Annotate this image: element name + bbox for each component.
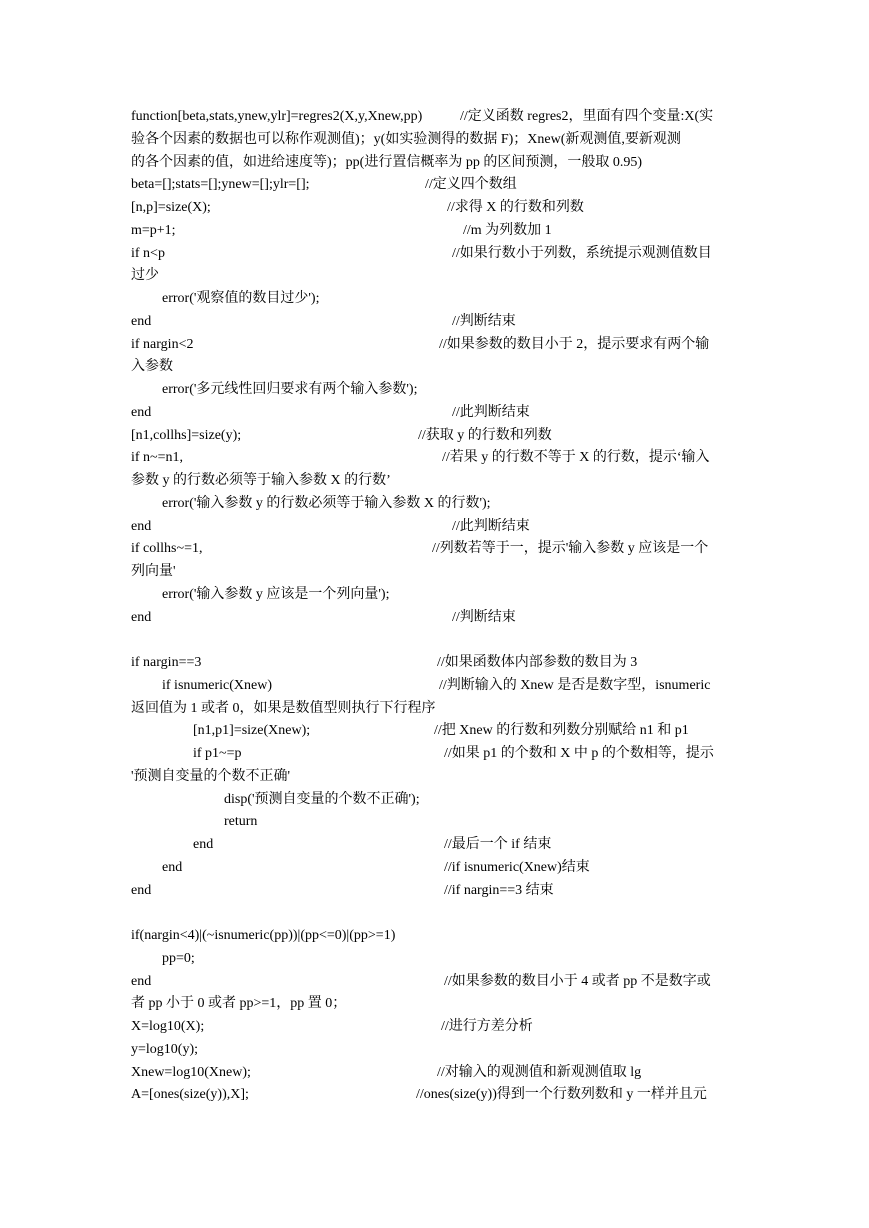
code-line [0, 220, 869, 242]
code-line [0, 538, 869, 560]
code-line [0, 197, 869, 219]
code-text: 的各个因素的值，如进给速度等)；pp(进行置信概率为 pp 的区间预测，一般取 0.95) [131, 154, 642, 170]
code-comment: //判断结束 [452, 609, 516, 625]
code-comment: //如果行数小于列数，系统提示观测值数目 [452, 245, 712, 261]
code-line [0, 243, 869, 265]
code-text: if isnumeric(Xnew) [162, 677, 273, 693]
code-line [0, 174, 869, 196]
code-line [0, 152, 869, 174]
code-text: end [162, 859, 183, 875]
code-comment: //判断输入的 Xnew 是否是数字型，isnumeric [439, 677, 711, 693]
code-comment: //求得 X 的行数和列数 [447, 200, 584, 215]
code-text: 参数 y 的行数必须等于输入参数 X 的行数’ [131, 473, 391, 488]
code-line [0, 334, 869, 356]
code-comment: //如果函数体内部参数的数目为 3 [437, 655, 638, 670]
code-line [0, 902, 869, 924]
code-comment: //判断结束 [452, 313, 516, 329]
code-text: '预测自变量的个数不正确' [131, 768, 291, 784]
code-text: if p1~=p [193, 746, 242, 761]
code-line [0, 834, 869, 856]
code-line [0, 425, 869, 447]
code-text: error('多元线性回归要求有两个输入参数'); [162, 382, 418, 397]
code-text: if collhs~=1, [131, 541, 203, 557]
code-text: m=p+1; [131, 222, 176, 238]
code-text: error('观察值的数目过少'); [162, 291, 320, 306]
code-text: if nargin<2 [131, 336, 194, 352]
code-comment: //此判断结束 [452, 404, 530, 420]
code-line [0, 288, 869, 310]
code-line [0, 265, 869, 287]
code-comment: //m 为列数加 1 [463, 222, 552, 238]
code-text: end [131, 518, 152, 534]
code-text: [n1,p1]=size(Xnew); [193, 723, 311, 739]
code-line [0, 447, 869, 469]
code-comment: //进行方差分析 [441, 1019, 533, 1034]
code-line [0, 516, 869, 538]
code-line [0, 470, 869, 492]
code-text: function[beta,stats,ynew,ylr]=regres2(X,y,Xnew,pp) [131, 109, 423, 124]
code-text: 入参数 [131, 359, 173, 375]
code-line [0, 743, 869, 765]
code-comment: //if nargin==3 结束 [444, 882, 554, 898]
code-line [0, 129, 869, 151]
code-line [0, 379, 869, 401]
code-text: Xnew=log10(Xnew); [131, 1064, 251, 1080]
code-comment: //定义四个数组 [425, 177, 517, 193]
code-text: [n1,collhs]=size(y); [131, 427, 242, 443]
code-line [0, 1062, 869, 1084]
code-text: [n,p]=size(X); [131, 200, 211, 215]
code-line [0, 857, 869, 879]
code-line [0, 675, 869, 697]
code-comment: //若果 y 的行数不等于 X 的行数，提示‘输入 [442, 450, 710, 466]
code-text: disp('预测自变量的个数不正确'); [224, 791, 420, 807]
code-text: end [193, 837, 214, 852]
code-comment: //如果 p1 的个数和 X 中 p 的个数相等，提示 [444, 746, 714, 761]
code-line [0, 789, 869, 811]
code-comment: //此判断结束 [452, 518, 530, 534]
code-line [0, 698, 869, 720]
code-text: if n<p [131, 245, 165, 261]
code-text: return [224, 814, 258, 830]
code-comment: //对输入的观测值和新观测值取 lg [437, 1064, 642, 1080]
code-comment: //如果参数的数目小于 2，提示要求有两个输 [439, 336, 710, 352]
code-line [0, 971, 869, 993]
code-comment: //列数若等于一，提示'输入参数 y 应该是一个 [432, 541, 709, 557]
code-line [0, 629, 869, 651]
code-text: if(nargin<4)|(~isnumeric(pp))|(pp<=0)|(pp>=1) [131, 928, 396, 943]
code-line [0, 106, 869, 128]
code-text: error('输入参数 y 应该是一个列向量'); [162, 586, 390, 602]
code-line [0, 993, 869, 1015]
code-text: if n~=n1, [131, 450, 184, 466]
code-line [0, 652, 869, 674]
code-text: X=log10(X); [131, 1019, 205, 1034]
code-comment: //把 Xnew 的行数和列数分别赋给 n1 和 p1 [434, 723, 689, 739]
code-comment: //最后一个 if 结束 [444, 837, 552, 852]
code-line [0, 584, 869, 606]
code-text: if nargin==3 [131, 655, 202, 670]
code-line [0, 811, 869, 833]
code-text: 列向量' [131, 564, 176, 579]
code-text: 验各个因素的数据也可以称作观测值)；y(如实验测得的数据 F)；Xnew(新观测值,要新观测 [131, 131, 681, 147]
code-line [0, 925, 869, 947]
code-comment: //if isnumeric(Xnew)结束 [444, 859, 590, 875]
code-comment: //ones(size(y))得到一个行数列数和 y 一样并且元 [416, 1087, 707, 1103]
code-line [0, 311, 869, 333]
code-text: error('输入参数 y 的行数必须等于输入参数 X 的行数'); [162, 495, 491, 511]
code-text: pp=0; [162, 950, 195, 966]
code-text: end [131, 609, 152, 625]
code-text: 者 pp 小于 0 或者 pp>=1，pp 置 0； [131, 996, 347, 1012]
code-comment: //定义函数 regres2，里面有四个变量:X(实 [460, 109, 714, 124]
code-text: end [131, 404, 152, 420]
code-comment: //如果参数的数目小于 4 或者 pp 不是数字或 [444, 973, 711, 989]
code-line [0, 880, 869, 902]
code-text: beta=[];stats=[];ynew=[];ylr=[]; [131, 177, 310, 193]
code-line [0, 948, 869, 970]
code-line [0, 607, 869, 629]
code-line [0, 561, 869, 583]
code-text: end [131, 973, 152, 989]
code-text: A=[ones(size(y)),X]; [131, 1087, 249, 1103]
code-line [0, 1016, 869, 1038]
code-line [0, 1084, 869, 1106]
code-line [0, 356, 869, 378]
code-text: 返回值为 1 或者 0，如果是数值型则执行下行程序 [131, 700, 436, 716]
code-text: end [131, 313, 152, 329]
code-line [0, 402, 869, 424]
code-line [0, 493, 869, 515]
code-text: 过少 [131, 268, 159, 284]
code-text: y=log10(y); [131, 1041, 198, 1057]
code-line [0, 1039, 869, 1061]
code-line [0, 720, 869, 742]
code-comment: //获取 y 的行数和列数 [418, 427, 552, 443]
code-text: end [131, 882, 152, 898]
code-line [0, 766, 869, 788]
